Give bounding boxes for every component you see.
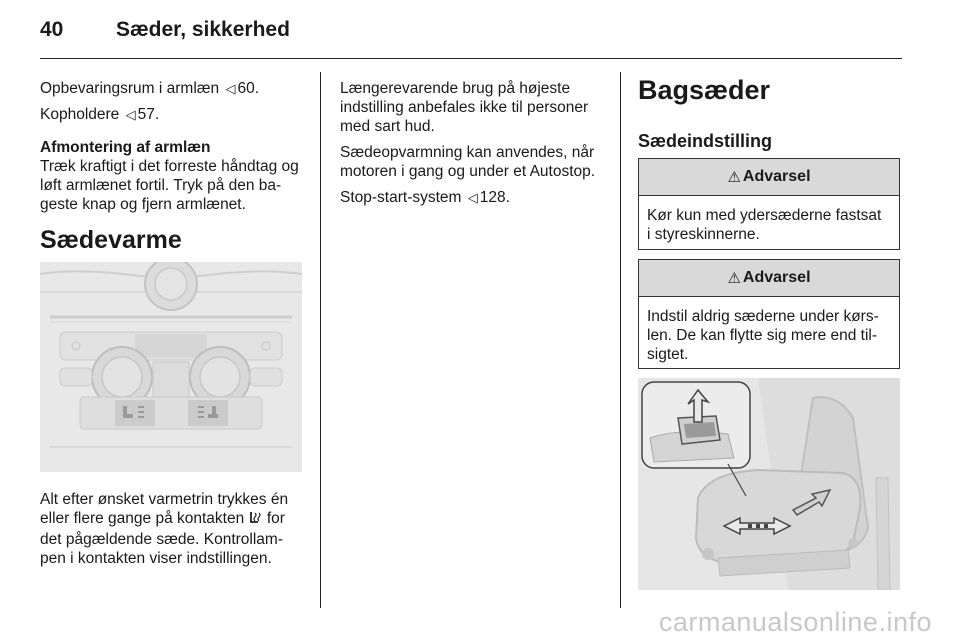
warning-body: Indstil aldrig sæderne under kørs- len. De kan flytte sig mere end til- sigtet. xyxy=(647,308,879,363)
instr-line-1: Alt efter ønsket varmetrin trykkes én xyxy=(40,491,289,508)
warning-header: ⚠ Advarsel xyxy=(639,260,899,297)
col2-p1-line-2: indstilling anbefales ikke til personer xyxy=(340,99,589,116)
rear-seat-drawing xyxy=(638,378,900,590)
seat-heating-instructions xyxy=(40,490,312,568)
page-number: 40 xyxy=(40,18,64,41)
col2-p1-line-1: Længerevarende brug på højeste xyxy=(340,80,571,97)
armrest-removal-line-3: geste knap og fjern armlænet. xyxy=(40,196,246,213)
ref-arrow-icon: ◁ xyxy=(225,81,236,96)
armrest-removal-line-2: løft armlænet fortil. Tryk på den ba- xyxy=(40,177,282,194)
warning-body: Kør kun med ydersæderne fastsat i styreskinnerne. xyxy=(647,207,882,243)
seat-heat-icon xyxy=(249,511,263,530)
ref-arrow-icon: ◁ xyxy=(125,107,136,122)
column-divider-1 xyxy=(320,72,321,608)
column-2 xyxy=(340,79,612,207)
header-rule xyxy=(40,58,902,59)
col2-p2-line-1: Sædeopvarmning kan anvendes, når xyxy=(340,144,595,161)
seat-heating-illustration xyxy=(40,262,302,472)
seat-adjustment-subheading: Sædeindstilling xyxy=(638,131,773,151)
column-1-top xyxy=(40,79,312,214)
warning-header: ⚠ Advarsel xyxy=(639,159,899,196)
stop-start-ref: Stop-start-system ◁ 128. xyxy=(340,189,510,206)
col2-p1-line-3: med sart hud. xyxy=(340,118,435,135)
armrest-storage-ref: Opbevaringsrum i armlæn ◁ 60. xyxy=(40,80,260,97)
seat-heating-heading: Sædevarme xyxy=(40,226,182,254)
armrest-removal-line-1: Træk kraftigt i det forreste håndtag og xyxy=(40,158,299,175)
instr-line-4: pen i kontakten viser indstillingen. xyxy=(40,550,272,567)
col2-p2-line-2: motoren i gang og under et Autostop. xyxy=(340,163,596,180)
armrest-removal-subhead: Afmontering af armlæn xyxy=(40,139,211,156)
warning-triangle-icon: ⚠ xyxy=(727,270,741,287)
warning-triangle-icon: ⚠ xyxy=(727,169,741,186)
instr-line-3: det pågældende sæde. Kontrollam- xyxy=(40,531,283,548)
rear-seats-heading: Bagsæder xyxy=(638,75,771,105)
column-divider-2 xyxy=(620,72,621,608)
ref-arrow-icon: ◁ xyxy=(467,190,478,205)
watermark: carmanualsonline.info xyxy=(658,607,932,637)
climate-control-panel-drawing xyxy=(40,262,302,472)
cupholder-ref: Kopholdere ◁ 57. xyxy=(40,106,160,123)
page-title: Sæder, sikkerhed xyxy=(116,18,290,41)
warning-box-2 xyxy=(638,259,900,369)
rear-seat-illustration xyxy=(638,378,900,590)
warning-box-1 xyxy=(638,158,900,250)
detail-inset xyxy=(642,382,750,468)
instr-line-2: eller flere gange på kontakten for xyxy=(40,509,312,530)
